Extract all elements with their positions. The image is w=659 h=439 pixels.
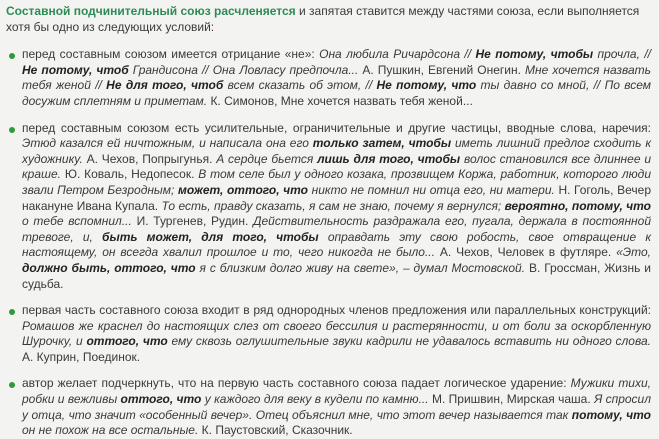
conjunction-highlight: может, оттого, что	[177, 182, 308, 197]
example-text: у каждого для веку в кудели по камню...	[201, 392, 429, 407]
example-text: прочла, //	[593, 47, 652, 62]
conjunction-highlight: Не для того, чтоб	[106, 78, 224, 93]
conjunction-highlight: быть может, для того, чтобы	[102, 229, 319, 244]
bullet-icon	[9, 127, 15, 133]
rules-list	[6, 47, 651, 439]
example-text: Этюд казался ей ничтожным, и написала она его	[22, 136, 313, 151]
intro-accent-heading: Составной подчинительный союз расчленяется	[6, 4, 296, 18]
example-text: о тебе вспомнил...	[22, 214, 132, 229]
example-text: оправдать эту свою робость, свое отвращение к настоящему, он всегда хвалил прошлое и то, чего никогда не было...	[22, 229, 651, 260]
rule-text: первая часть составного союза входит в ряд однородных членов предложения или параллельных конструкций:	[22, 303, 651, 318]
bullet-icon	[9, 382, 15, 388]
example-text: ты давно со мной, // По всем досужим сплетням и приметам.	[22, 78, 652, 108]
example-text: «Это,	[616, 245, 651, 260]
conjunction-highlight: Не потому, что	[376, 78, 477, 93]
rule-text: М. Пришвин, Мирская чаша.	[428, 392, 595, 407]
example-text: волос становился все длиннее и краше.	[22, 151, 651, 182]
example-text: Грандисона // Она Ловласу предпочла...	[128, 62, 359, 77]
conjunction-highlight: лишь для того, чтобы	[317, 151, 461, 166]
example-text: иметь лишний предлог сходить к художнику.	[22, 136, 651, 166]
rule-text: Ю. Коваль, Недопесок.	[60, 167, 199, 182]
rule-item	[6, 376, 651, 438]
rule-text: В. Гроссман, Жизнь и судьба.	[22, 260, 651, 291]
intro-text: и запятая ставится между частями союза, если выполняется хотя бы одно из следующих условий:	[6, 4, 640, 34]
bullet-icon	[9, 309, 15, 315]
example-text: Действительность раздражала его, пугала, держала в постоянной тревоге, и,	[22, 214, 652, 244]
rule-text: А. Пушкин, Евгений Онегин.	[358, 62, 525, 77]
rule-text: А. Чехов, Человек в футляре.	[434, 245, 617, 260]
rule-text: автор желает подчеркнуть, что на первую часть составного союза падает логическое ударение:	[22, 376, 571, 391]
example-text: Я спросил у отца, что значит «особенный вечер». Отец объяснил мне, что этот вечер называется так	[22, 392, 652, 422]
rule-text: К. Симонов, Мне хочется назвать тебя женой...	[207, 93, 473, 108]
rule-item	[6, 121, 651, 293]
example-text: всем сказать об этом, //	[223, 78, 377, 93]
bullet-icon	[9, 53, 15, 59]
example-text: он не похож на все остальные.	[22, 423, 199, 438]
example-text: – думал Мостовской.	[402, 260, 526, 275]
rule-text: К. Паустовский, Сказочник.	[198, 423, 353, 438]
conjunction-highlight: оттого, что	[86, 334, 168, 349]
rule-text: перед составным союзом есть усилительные, ограничительные и другие частицы, вводные слова, наречия:	[22, 120, 651, 135]
example-text: То есть, правду сказать, я сам не знаю, почему я вернулся;	[161, 198, 505, 213]
example-text: А сердце бьется	[216, 151, 318, 166]
rule-text: И. Тургенев, Рудин.	[131, 214, 254, 229]
example-text: никто не помнил ни отца его, ни матери.	[308, 182, 555, 197]
intro-paragraph	[6, 4, 651, 35]
example-text: Мне хочется назвать тебя женой //	[22, 62, 651, 93]
example-text: я с близким долго живу на свете»,	[195, 260, 403, 275]
conjunction-highlight: оттого, что	[120, 392, 202, 407]
rule-text: перед составным союзом имеется отрицание «не»:	[22, 47, 320, 62]
conjunction-highlight: потому, что	[571, 407, 651, 422]
example-text: В том селе был у одного козака, прозвищем Коржа, работник, которого люди звали Петром Безродным;	[22, 167, 651, 197]
example-text: Она любила Ричардсона //	[319, 47, 476, 62]
conjunction-highlight: Не потому, чтобы	[475, 47, 594, 62]
example-text: ему сквозь оглушительные звуки кадрили не удавалось вставить ни одного слова.	[167, 334, 651, 349]
rule-text: А. Чехов, Попрыгунья.	[82, 151, 217, 166]
example-text: Мужики тихи, робки и вежливы	[22, 376, 651, 407]
conjunction-highlight: вероятно, потому, что	[504, 198, 651, 213]
rule-item	[6, 303, 651, 365]
conjunction-highlight: Не потому, чтоб	[22, 62, 129, 77]
rule-text: Н. Гоголь, Вечер накануне Ивана Купала.	[22, 182, 651, 213]
example-text: Ромашов же краснел до настоящих слез от своего бессилия и растерянности, и от боли за оскорбленную Шурочку, и	[22, 318, 651, 349]
rule-text: А. Куприн, Поединок.	[22, 349, 141, 364]
conjunction-highlight: только затем, чтобы	[312, 136, 452, 151]
rule-item	[6, 47, 651, 109]
conjunction-highlight: должно быть, оттого, что	[22, 260, 196, 275]
